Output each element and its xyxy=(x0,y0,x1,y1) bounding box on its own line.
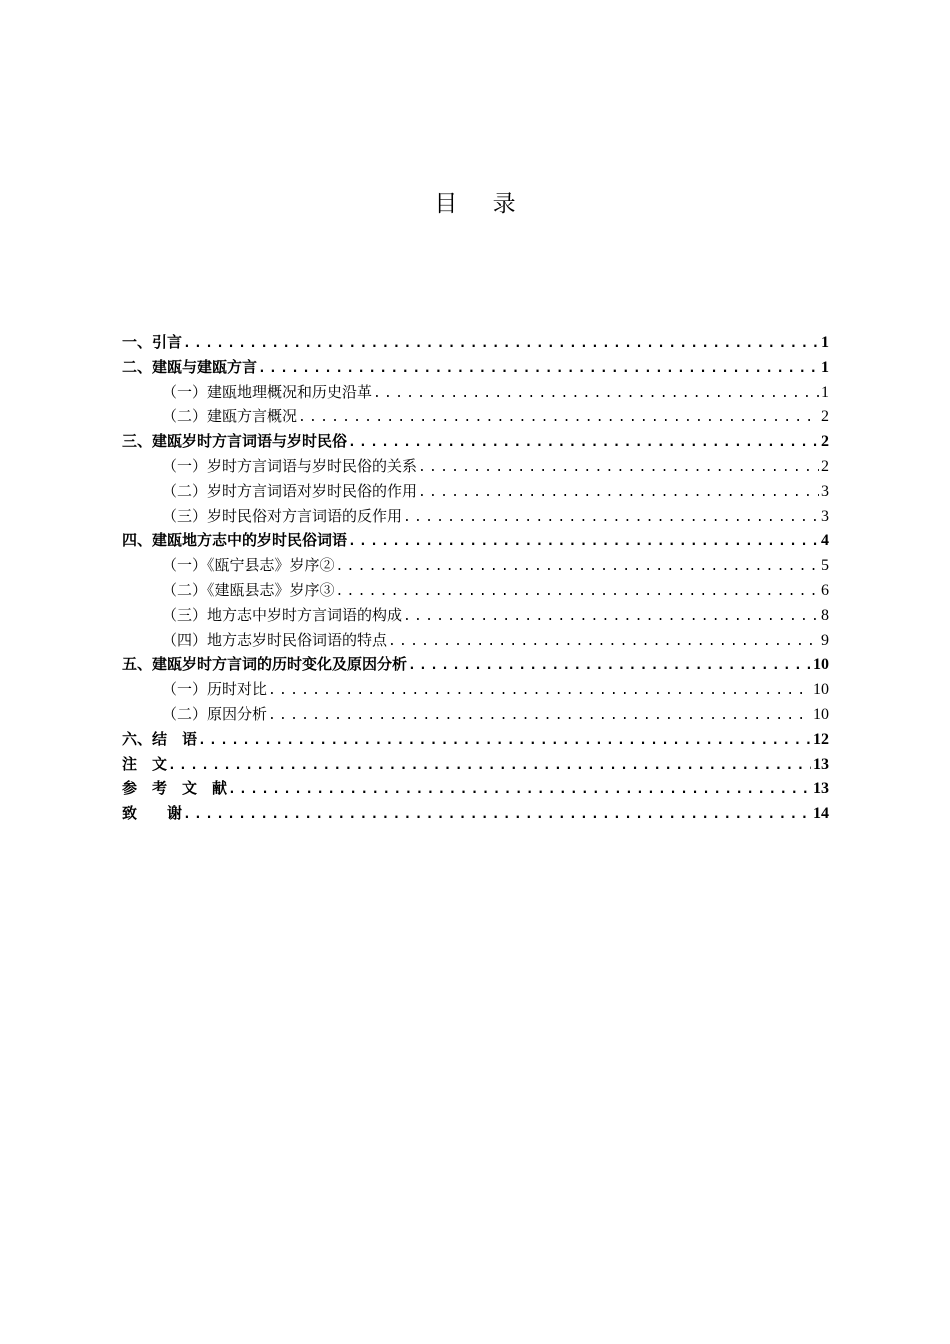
toc-entry-chapter[interactable] xyxy=(122,776,829,801)
toc-page-number: 2 xyxy=(821,457,829,475)
toc-entry-section[interactable] xyxy=(122,380,829,405)
toc-page-number: 14 xyxy=(813,805,829,823)
toc-page-number: 12 xyxy=(813,730,829,748)
toc-entry-section[interactable] xyxy=(122,578,829,603)
toc-entry-section[interactable] xyxy=(122,454,829,479)
toc-entry-chapter[interactable] xyxy=(122,727,829,752)
toc-entry-label: （一）建瓯地理概况和历史沿革 xyxy=(162,382,373,401)
toc-dot-leader xyxy=(336,580,819,605)
toc-dot-leader xyxy=(268,704,811,729)
toc-entry-chapter[interactable] xyxy=(122,330,829,355)
toc-dot-leader xyxy=(298,406,819,431)
toc-page-number: 5 xyxy=(821,557,829,575)
toc-entry-label: （一）岁时方言词语与岁时民俗的关系 xyxy=(162,456,418,475)
toc-entry-section[interactable] xyxy=(122,702,829,727)
toc-dot-leader xyxy=(183,332,819,357)
toc-entry-label: （二）原因分析 xyxy=(162,704,268,723)
toc-page-number: 1 xyxy=(821,334,829,351)
toc-page-number: 10 xyxy=(813,681,829,699)
toc-entry-chapter[interactable] xyxy=(122,752,829,777)
toc-entry-label: （一）《瓯宁县志》岁序② xyxy=(162,556,335,575)
toc-entry-section[interactable] xyxy=(122,677,829,702)
toc-entry-label: （三）地方志中岁时方言词语的构成 xyxy=(162,605,403,624)
toc-dot-leader xyxy=(403,506,819,531)
toc-dot-leader xyxy=(348,431,819,456)
toc-dot-leader xyxy=(258,357,819,382)
toc-page-number: 13 xyxy=(813,780,829,798)
toc-page-number: 10 xyxy=(813,656,829,674)
toc-entry-label: 二、建瓯与建瓯方言 xyxy=(122,357,258,376)
toc-dot-leader xyxy=(228,778,811,803)
toc-entry-label: 六、结 语 xyxy=(122,729,198,748)
toc-dot-leader xyxy=(168,754,811,779)
toc-entry-chapter[interactable] xyxy=(122,801,829,826)
toc-entry-chapter[interactable] xyxy=(122,652,829,677)
toc-entry-chapter[interactable] xyxy=(122,528,829,553)
toc-entry-label: 四、建瓯地方志中的岁时民俗词语 xyxy=(122,531,348,550)
toc-page-number: 2 xyxy=(821,433,829,451)
toc-dot-leader xyxy=(268,679,811,704)
toc-page-number: 2 xyxy=(821,408,829,426)
toc-dot-leader xyxy=(418,481,819,506)
toc-page-number: 3 xyxy=(821,507,829,525)
toc-entry-section[interactable] xyxy=(122,603,829,628)
toc-dot-leader xyxy=(373,382,819,407)
toc-dot-leader xyxy=(198,729,811,754)
toc-entry-chapter[interactable] xyxy=(122,429,829,454)
toc-entry-label: 参 考 文 献 xyxy=(122,779,228,798)
toc-entry-label: 一、引言 xyxy=(122,333,183,351)
toc-entry-label: 五、建瓯岁时方言词的历时变化及原因分析 xyxy=(122,655,408,674)
toc-entry-label: （二）《建瓯县志》岁序③ xyxy=(162,580,335,599)
toc-dot-leader xyxy=(408,654,811,679)
toc-page-number: 10 xyxy=(813,705,829,723)
toc-page-number: 1 xyxy=(821,383,829,401)
toc-entry-label: （二）建瓯方言概况 xyxy=(162,407,298,426)
toc-entry-label: （一）历时对比 xyxy=(162,680,268,699)
toc-dot-leader xyxy=(388,630,819,655)
toc-entry-section[interactable] xyxy=(122,404,829,429)
toc-page-number: 3 xyxy=(821,482,829,500)
toc-page-number: 1 xyxy=(821,358,829,376)
toc-entry-chapter[interactable] xyxy=(122,355,829,380)
table-of-contents xyxy=(122,330,829,826)
toc-entry-label: （四）地方志岁时民俗词语的特点 xyxy=(162,630,388,649)
toc-dot-leader xyxy=(418,456,819,481)
toc-page-number: 4 xyxy=(821,532,829,550)
toc-dot-leader xyxy=(403,605,819,630)
toc-page-number: 13 xyxy=(813,755,829,773)
toc-entry-section[interactable] xyxy=(122,479,829,504)
toc-dot-leader xyxy=(183,803,811,828)
toc-page-number: 8 xyxy=(821,606,829,624)
toc-entry-section[interactable] xyxy=(122,553,829,578)
toc-dot-leader xyxy=(348,530,819,555)
toc-entry-label: （三）岁时民俗对方言词语的反作用 xyxy=(162,506,403,525)
toc-page-number: 6 xyxy=(821,581,829,599)
toc-entry-label: （二）岁时方言词语对岁时民俗的作用 xyxy=(162,481,418,500)
toc-dot-leader xyxy=(336,555,819,580)
toc-entry-label: 三、建瓯岁时方言词语与岁时民俗 xyxy=(122,432,348,451)
toc-page-number: 9 xyxy=(821,631,829,649)
toc-entry-section[interactable] xyxy=(122,504,829,529)
toc-entry-label: 致 谢 xyxy=(122,804,183,823)
toc-entry-section[interactable] xyxy=(122,628,829,653)
page-title: 目 录 xyxy=(434,191,530,217)
toc-entry-label: 注 文 xyxy=(122,754,168,773)
